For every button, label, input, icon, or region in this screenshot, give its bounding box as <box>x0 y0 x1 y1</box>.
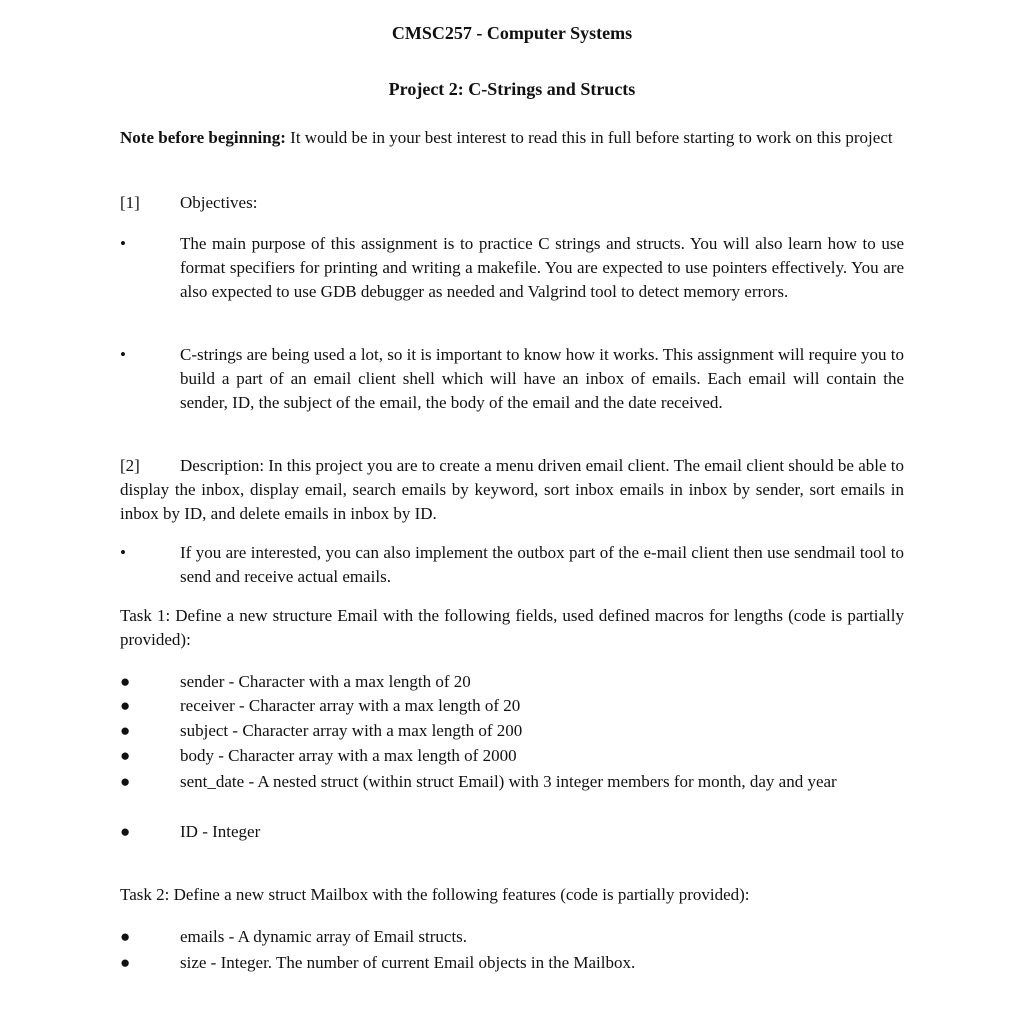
field-text: size - Integer. The number of current Email objects in the Mailbox. <box>180 953 636 972</box>
section1-number: [1] <box>120 193 140 212</box>
bullet-icon: ● <box>120 927 131 946</box>
task2-field-size <box>120 951 904 975</box>
bullet-icon: • <box>120 543 126 562</box>
task2-field-emails <box>120 925 904 949</box>
section2-text: Description: In this project you are to create a menu driven email client. The email client should be able to display the inbox, display email, search emails by keyword, sort inbox emails in inbox by sender, sort emails in inbox by ID, and delete emails in inbox by ID. <box>120 456 904 523</box>
course-title: CMSC257 - Computer Systems <box>391 23 633 43</box>
objective-text-1: The main purpose of this assignment is to practice C strings and structs. You will also learn how to use format specifiers for printing and writing a makefile. You are expected to use pointers effectively. You are also expected to use GDB debugger as needed and Valgrind tool to detect memory errors. <box>180 234 904 301</box>
field-text: subject - Character array with a max length of 200 <box>180 721 523 740</box>
outbox-text: If you are interested, you can also implement the outbox part of the e-mail client then use sendmail tool to send and receive actual emails. <box>180 543 904 586</box>
project-title: Project 2: C-Strings and Structs <box>388 79 636 99</box>
field-text: sent_date - A nested struct (within struct Email) with 3 integer members for month, day and year <box>180 772 837 791</box>
field-text: ID - Integer <box>180 822 261 841</box>
field-text: emails - A dynamic array of Email structs. <box>180 927 468 946</box>
task1-field-subject <box>120 719 904 743</box>
outbox-bullet <box>120 541 904 589</box>
bullet-icon: ● <box>120 721 131 740</box>
task1-field-receiver <box>120 694 904 718</box>
task1-field-id <box>120 820 904 844</box>
bullet-icon: ● <box>120 953 131 972</box>
section2-description <box>120 454 904 526</box>
section1-heading <box>120 191 904 215</box>
task2-paragraph: Task 2: Define a new struct Mailbox with the following features (code is partially provided): <box>120 885 750 904</box>
field-text: receiver - Character array with a max length of 20 <box>180 696 521 715</box>
task1-paragraph: Task 1: Define a new structure Email with the following fields, used defined macros for lengths (code is partially provided): <box>120 606 904 649</box>
objective-bullet-1 <box>120 232 904 304</box>
bullet-icon: ● <box>120 672 131 691</box>
note-text: It would be in your best interest to read this in full before starting to work on this project <box>285 128 893 147</box>
note-paragraph <box>120 126 904 150</box>
field-text: body - Character array with a max length of 2000 <box>180 746 517 765</box>
section1-heading-text: Objectives: <box>180 193 258 212</box>
section2-number: [2] <box>120 456 140 475</box>
bullet-icon: ● <box>120 772 131 791</box>
task1-field-sent-date <box>120 770 904 794</box>
objective-text-2: C-strings are being used a lot, so it is important to know how it works. This assignment will require you to build a part of an email client shell which will have an inbox of emails. Each email will contain the sender, ID, the subject of the email, the body of the email and the date received. <box>180 345 905 412</box>
bullet-icon: ● <box>120 822 131 841</box>
objective-bullet-2 <box>120 343 904 415</box>
task1-field-body <box>120 744 904 768</box>
field-text: sender - Character with a max length of 20 <box>180 672 471 691</box>
bullet-icon: ● <box>120 696 131 715</box>
task1-field-sender <box>120 670 904 694</box>
note-label: Note before beginning: <box>120 128 286 147</box>
bullet-icon: ● <box>120 746 131 765</box>
bullet-icon: • <box>120 234 126 253</box>
bullet-icon: • <box>120 345 126 364</box>
